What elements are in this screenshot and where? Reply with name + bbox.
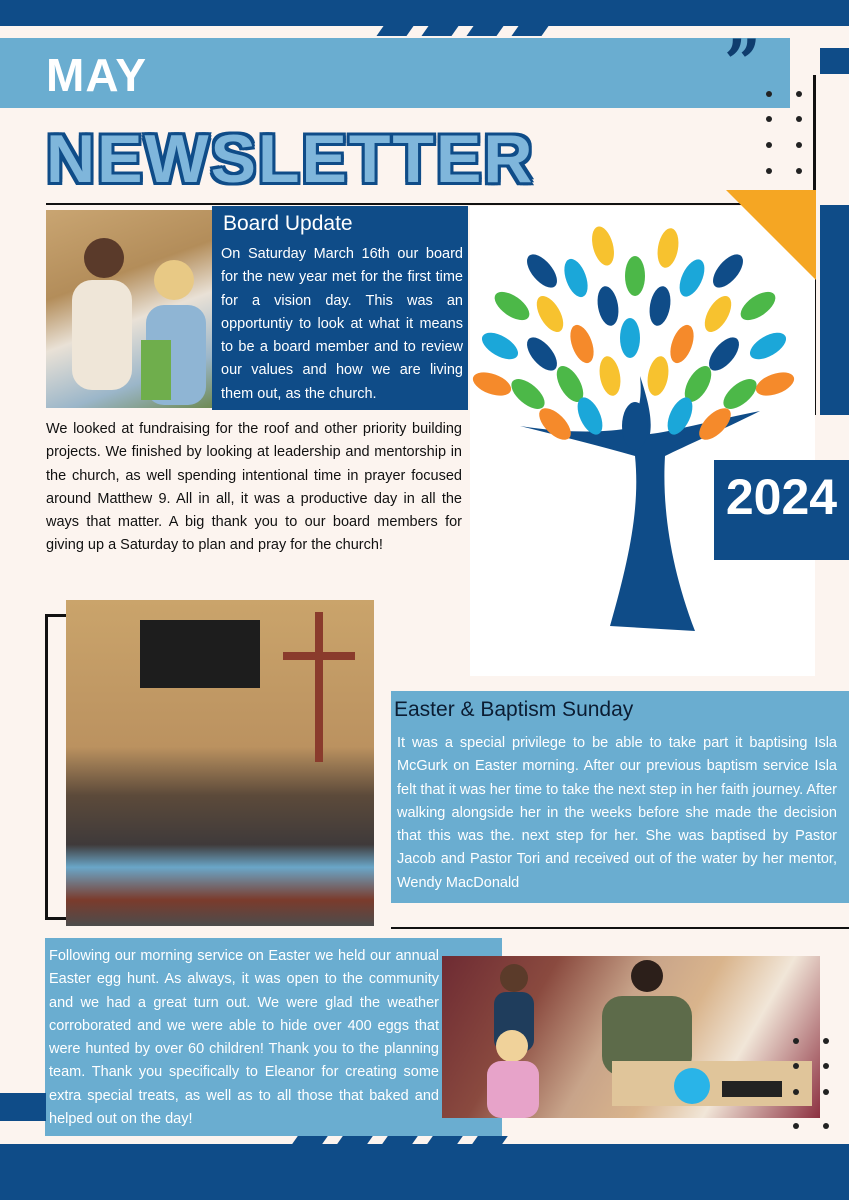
bottom-banner-strip <box>0 1144 849 1200</box>
decorative-dots <box>760 85 810 180</box>
board-update-text: On Saturday March 16th our board for the new year met for the first time for a vision day. This was an opportuntiy to look at what it means to be a board member and to review our values and how we are living them out, as the church. <box>221 246 463 402</box>
board-update-text-continued: We looked at fundraising for the roof and other priority building projects. We finished by looking at leadership and mentorship in the church, as well spending intentional time in prayer focused around Matthew 9. All in all, it was a productive day in all the ways that matter. A big thank you to our board members for giving up a Saturday to plan and pray for the church! <box>46 421 462 554</box>
easter-baptism-heading: Easter & Baptism Sunday <box>394 698 634 721</box>
photo-people-graphic <box>46 210 212 408</box>
right-edge-bar <box>820 48 849 74</box>
board-update-heading: Board Update <box>223 212 353 235</box>
horizontal-rule <box>46 203 794 205</box>
tree-logo-graphic <box>470 206 815 676</box>
quote-icon: ” <box>724 26 761 101</box>
decorative-stripes-bottom <box>295 1136 515 1144</box>
tree-logo <box>470 206 815 676</box>
month-label: MAY <box>46 49 147 101</box>
decorative-dots-lower <box>790 1030 830 1130</box>
newsletter-title: NEWSLETTER <box>46 121 535 197</box>
egg-hunt-text: Following our morning service on Easter we held our annual Easter egg hunt. As always, it was open to the community and we had a great turn out. We were glad the weather corroborated and we were able to hide over 400 eggs that were hunted by over 60 children! Thank you to the planning team. Thank you specifically to Eleanor for creating some extra special treats, as well as to all those that baked and helped out on the day! <box>49 948 439 1128</box>
decorative-stripes-top <box>380 26 580 36</box>
board-update-photo <box>46 210 212 408</box>
easter-baptism-text: It was a special privilege to be able to take part it baptising Isla McGurk on Easter morning. After our previous baptism service Isla felt that it was her time to take the next step in her faith journey. After walking alongside her in the weeks before she made the decision that this was the. next step for her. She was baptised by Pastor Jacob and Pastor Tori and received out of the water by her mentor, Wendy MacDonald <box>397 735 837 891</box>
photo-cross-bar <box>283 652 355 660</box>
left-edge-bar <box>0 1093 46 1121</box>
horizontal-rule-lower <box>391 927 849 929</box>
top-banner-strip <box>0 0 849 26</box>
photo-cross <box>315 612 323 762</box>
year-label: 2024 <box>725 469 838 525</box>
egg-hunt-photo-graphic <box>442 956 820 1118</box>
egg-hunt-photo <box>442 956 820 1118</box>
photo-tv-screen <box>140 620 260 688</box>
right-edge-bar-mid <box>820 205 849 415</box>
